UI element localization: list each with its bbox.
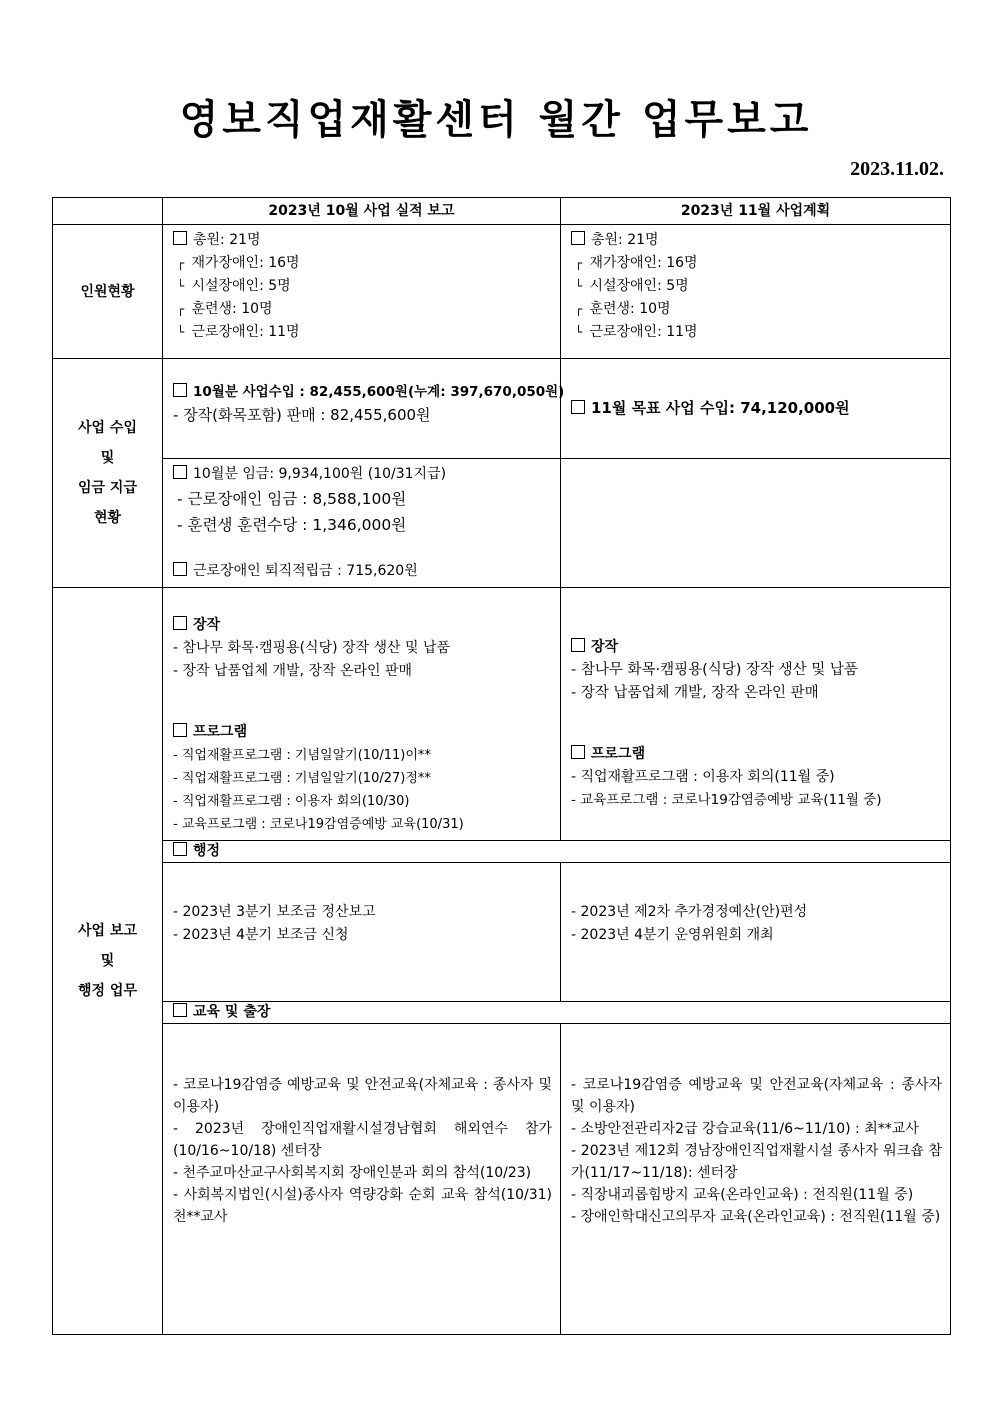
- checkbox-icon: [173, 1003, 187, 1017]
- checkbox-icon: [173, 842, 187, 856]
- firewood-item: - 장작 납품업체 개발, 장작 온라인 판매: [571, 685, 819, 701]
- income-october-cell: [163, 359, 565, 459]
- oct-income-head: 10월분 사업수입 : 82,455,600원(누계: 397,670,050원): [193, 384, 565, 400]
- firewood-item: - 참나무 화목·캠핑용(식당) 장작 생산 및 납품: [571, 662, 858, 678]
- page-title: 영보직업재활센터 월간 업무보고: [179, 97, 813, 143]
- checkbox-icon: [173, 465, 187, 479]
- report-table: [52, 197, 951, 1335]
- firewood-head: 장작: [591, 639, 619, 655]
- program-item: - 직업재활프로그램 : 기념일알기(10/27)정**: [173, 771, 431, 786]
- oct-wage-head: 10월분 임금: 9,934,100원 (10/31지급): [193, 466, 447, 482]
- header-november: 2023년 11월 사업계획: [561, 198, 951, 225]
- edu-item: - 소방안전관리자2급 강습교육(11/6~11/10) : 최**교사: [571, 1121, 919, 1137]
- staff-trainee: 훈련생: 10명: [589, 301, 671, 317]
- bracket-icon: ┌: [575, 256, 583, 270]
- header-empty: [53, 198, 163, 225]
- program-item: - 교육프로그램 : 코로나19감염증예방 교육(10/31): [173, 817, 464, 832]
- firewood-item: - 장작 납품업체 개발, 장작 온라인 판매: [173, 663, 413, 679]
- edu-head: 교육 및 출장: [193, 1004, 271, 1020]
- checkbox-icon: [571, 745, 585, 759]
- edu-item: - 코로나19감염증 예방교육 및 안전교육(자체교육 : 종사자 및 이용자): [571, 1077, 942, 1115]
- staff-october-cell: [163, 225, 561, 359]
- row-label-income: [53, 359, 163, 588]
- admin-november-cell: [561, 863, 951, 1002]
- bracket-icon: ┌: [177, 256, 185, 270]
- checkbox-icon: [571, 231, 585, 245]
- business-label-2: 및: [100, 953, 115, 969]
- checkbox-icon: [173, 562, 187, 576]
- edu-head-cell: [163, 1002, 951, 1024]
- bracket-icon: └: [177, 325, 185, 339]
- staff-facility: 시설장애인: 5명: [589, 278, 689, 294]
- oct-wage-item-2: - 훈련생 훈련수당 : 1,346,000원: [177, 516, 407, 534]
- staff-home: 재가장애인: 16명: [589, 255, 698, 271]
- bracket-icon: ┌: [177, 302, 185, 316]
- admin-october-cell: [163, 863, 561, 1002]
- checkbox-icon: [571, 400, 585, 414]
- edu-item: - 코로나19감염증 예방교육 및 안전교육(자체교육 : 종사자 및 이용자): [173, 1077, 552, 1115]
- admin-item: - 2023년 4분기 운영위원회 개최: [571, 927, 774, 943]
- oct-income-item: - 장작(화목포함) 판매 : 82,455,600원: [173, 406, 431, 424]
- bracket-icon: ┌: [575, 302, 583, 316]
- wage-october-cell: [163, 459, 561, 588]
- row-label-business: [53, 588, 163, 1335]
- wage-november-cell: [561, 459, 951, 588]
- edu-item: - 장애인학대신고의무자 교육(온라인교육) : 전직원(11월 중): [571, 1209, 941, 1225]
- income-label-2: 및: [100, 450, 115, 466]
- income-label-1: 사업 수입: [78, 420, 137, 436]
- bracket-icon: └: [575, 279, 583, 293]
- program-item: - 직업재활프로그램 : 이용자 회의(11월 중): [571, 769, 835, 785]
- staff-worker: 근로장애인: 11명: [589, 324, 698, 340]
- program-head: 프로그램: [591, 746, 646, 762]
- program-item: - 교육프로그램 : 코로나19감염증예방 교육(11월 중): [571, 792, 882, 808]
- staff-worker: 근로장애인: 11명: [191, 324, 300, 340]
- business-october-cell: [163, 588, 561, 841]
- income-label-3: 임금 지급: [78, 480, 137, 496]
- row-label-staff: 인원현황: [53, 225, 163, 359]
- edu-item: - 직장내괴롭힘방지 교육(온라인교육) : 전직원(11월 중): [571, 1187, 914, 1203]
- staff-november-cell: [561, 225, 951, 359]
- staff-trainee: 훈련생: 10명: [191, 301, 273, 317]
- checkbox-icon: [173, 723, 187, 737]
- bracket-icon: └: [575, 325, 583, 339]
- oct-severance: 근로장애인 퇴직적립금 : 715,620원: [193, 563, 418, 579]
- admin-item: - 2023년 4분기 보조금 신청: [173, 927, 349, 943]
- checkbox-icon: [173, 383, 187, 397]
- checkbox-icon: [173, 616, 187, 630]
- admin-item: - 2023년 제2차 추가경정예산(안)편성: [571, 904, 808, 920]
- header-october: 2023년 10월 사업 실적 보고: [163, 198, 561, 225]
- income-label-4: 현황: [93, 510, 122, 526]
- program-item: - 직업재활프로그램 : 이용자 회의(10/30): [173, 794, 410, 809]
- edu-item: - 2023년 제12회 경남장애인직업재활시설 종사자 워크숍 참가(11/17~11/18): 센터장: [571, 1143, 942, 1181]
- edu-item: - 사회복지법인(시설)종사자 역량강화 순회 교육 참석(10/31) 천**교사: [173, 1187, 552, 1225]
- edu-november-cell: [561, 1024, 951, 1335]
- admin-item: - 2023년 3분기 보조금 정산보고: [173, 904, 376, 920]
- income-november-cell: [561, 359, 951, 459]
- oct-wage-item-1: - 근로장애인 임금 : 8,588,100원: [177, 490, 407, 508]
- admin-head-cell: [163, 841, 951, 863]
- staff-total: 총원: 21명: [193, 232, 261, 248]
- report-date: 2023.11.02.: [850, 158, 944, 180]
- checkbox-icon: [173, 231, 187, 245]
- business-label-1: 사업 보고: [78, 923, 137, 939]
- staff-home: 재가장애인: 16명: [191, 255, 300, 271]
- firewood-item: - 참나무 화목·캠핑용(식당) 장작 생산 및 납품: [173, 640, 451, 656]
- edu-item: - 천주교마산교구사회복지회 장애인분과 회의 참석(10/23): [173, 1165, 532, 1181]
- staff-facility: 시설장애인: 5명: [191, 278, 291, 294]
- checkbox-icon: [571, 638, 585, 652]
- staff-total: 총원: 21명: [591, 232, 659, 248]
- edu-item: - 2023년 장애인직업재활시설경남협회 해외연수 참가(10/16~10/18) 센터장: [173, 1121, 552, 1159]
- firewood-head: 장작: [193, 617, 221, 633]
- admin-head: 행정: [193, 843, 221, 859]
- bracket-icon: └: [177, 279, 185, 293]
- program-item: - 직업재활프로그램 : 기념일알기(10/11)이**: [173, 748, 431, 763]
- business-november-cell: [561, 588, 951, 841]
- edu-october-cell: [163, 1024, 561, 1335]
- program-head: 프로그램: [193, 724, 248, 740]
- business-label-3: 행정 업무: [78, 983, 137, 999]
- nov-income-target: 11월 목표 사업 수입: 74,120,000원: [591, 399, 850, 417]
